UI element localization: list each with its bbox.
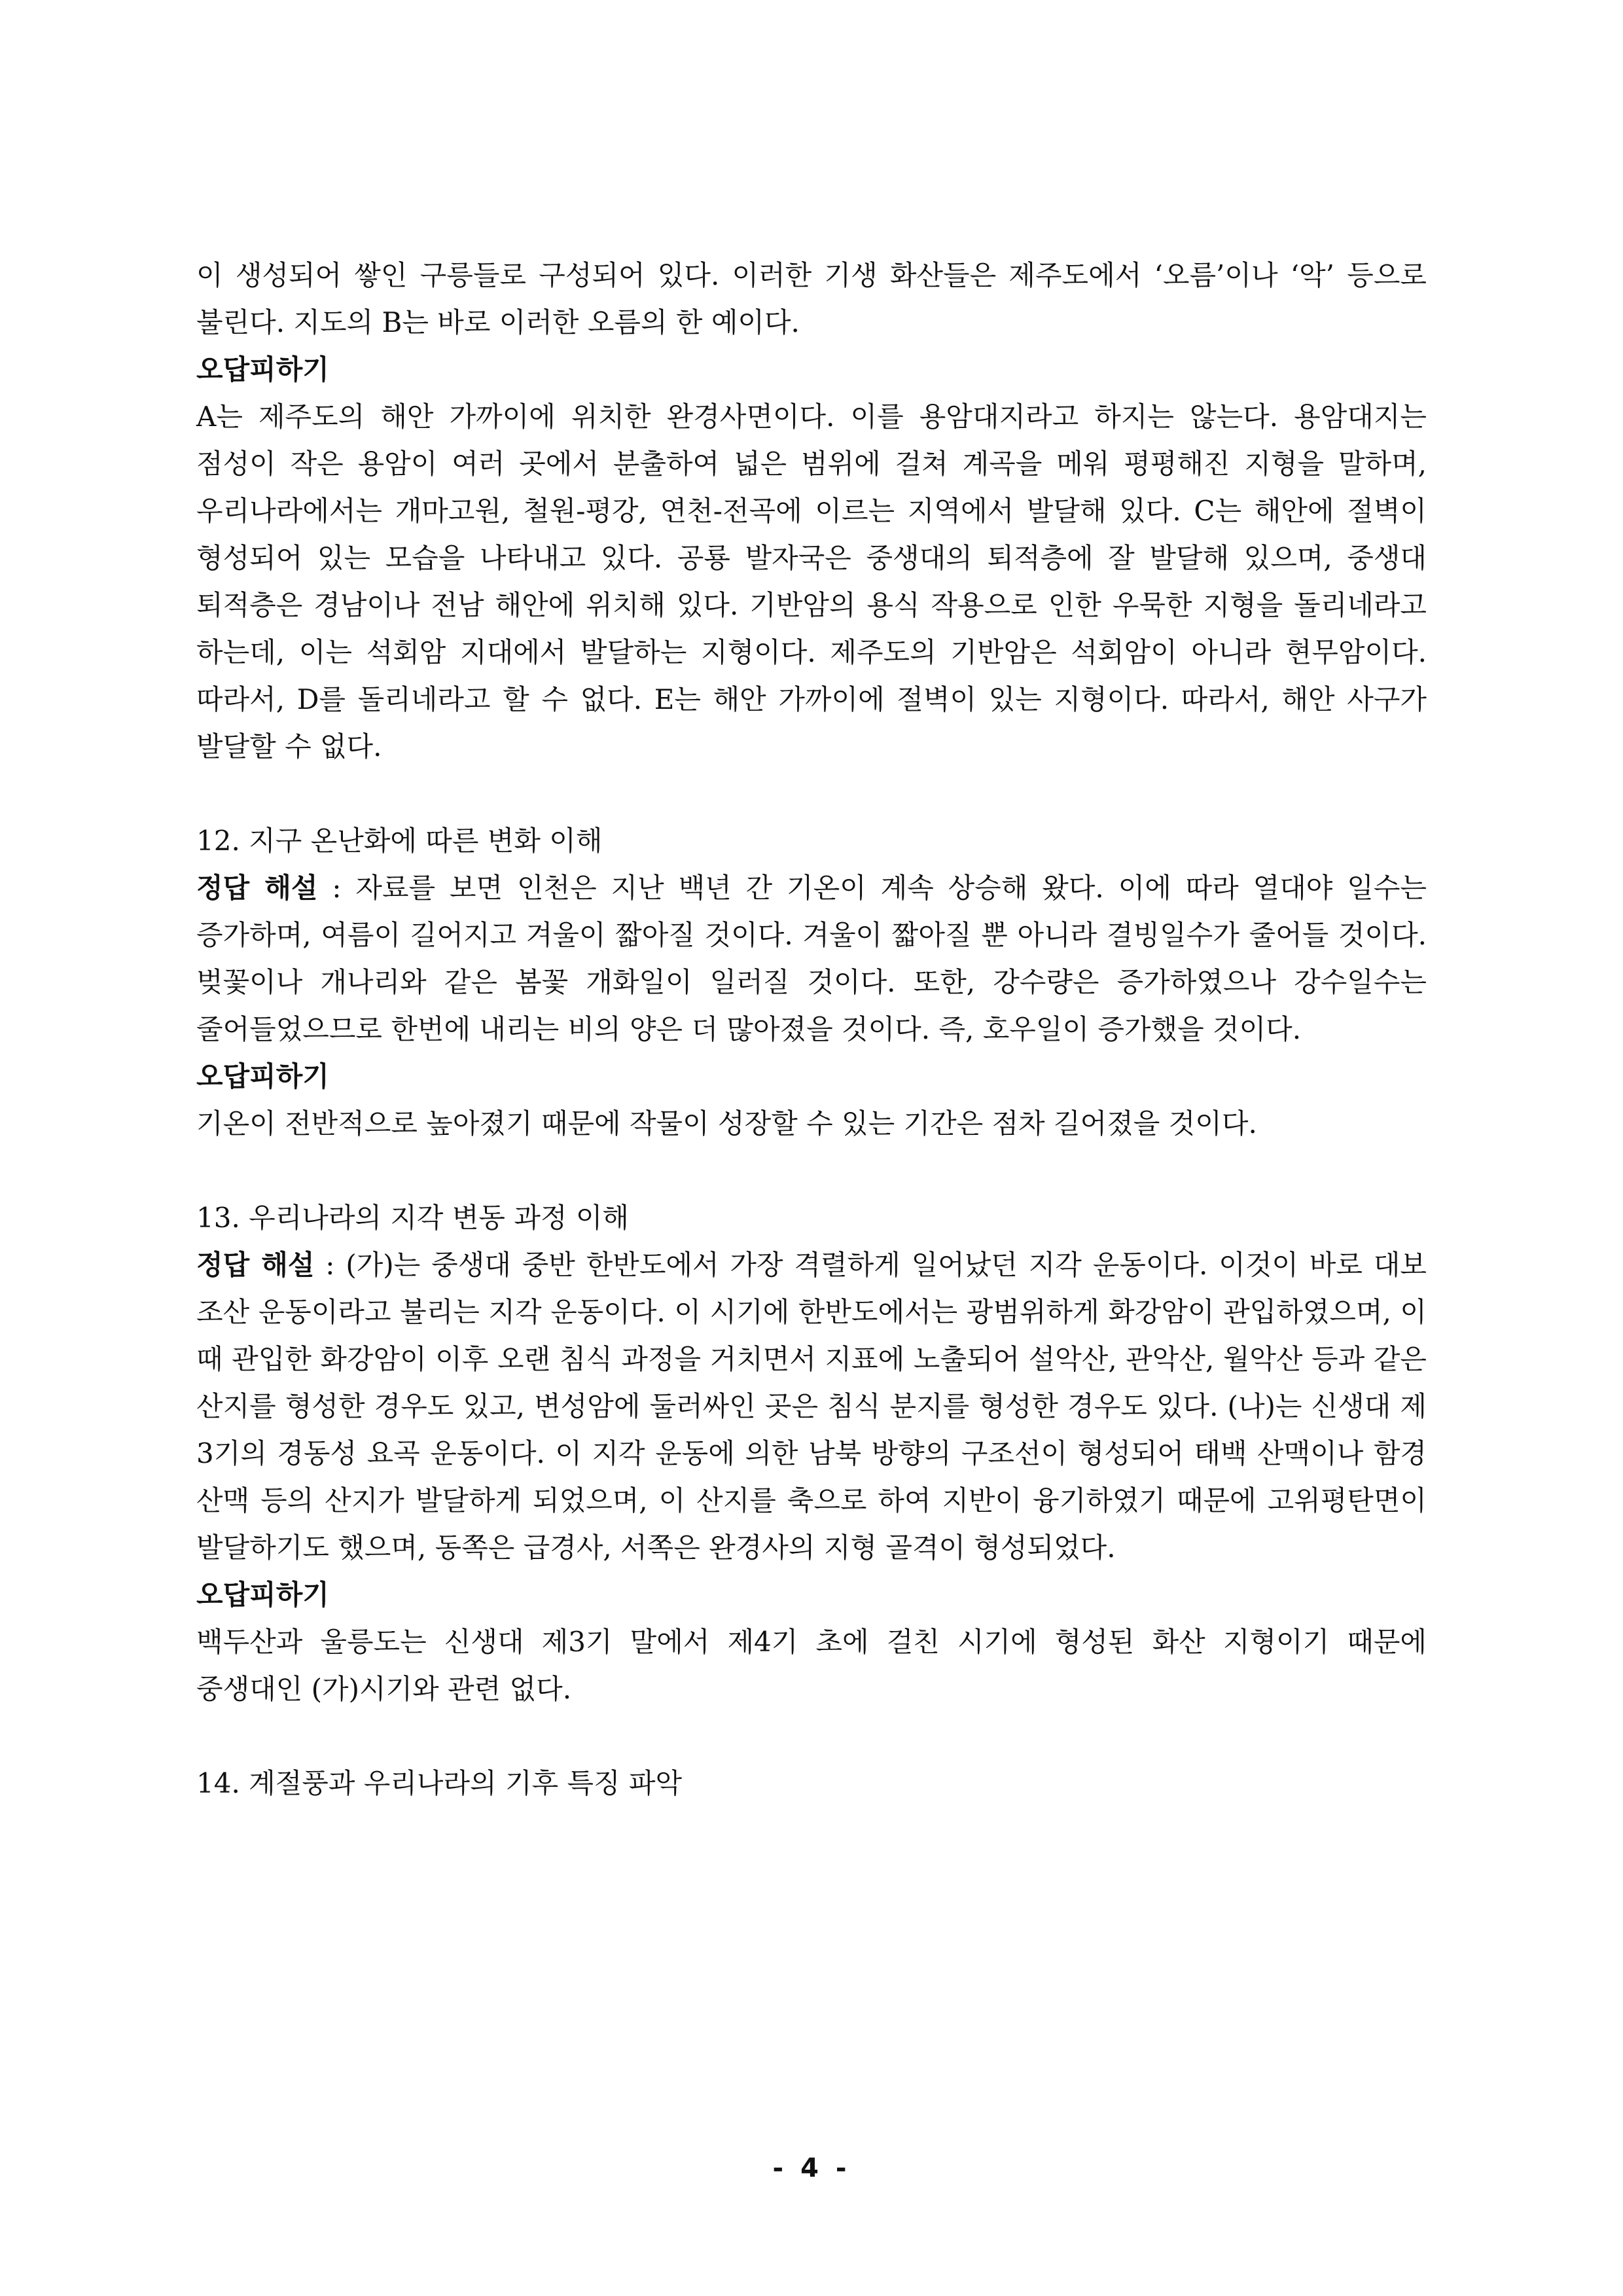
q12-heading: 12. 지구 온난화에 따른 변화 이해	[196, 825, 603, 857]
section-gap	[196, 770, 1427, 817]
q13-wrong-answer-label: 오답피하기	[196, 1579, 329, 1611]
intro-paragraph: 이 생성되어 쌓인 구릉들로 구성되어 있다. 이러한 기생 화산들은 제주도에서 ‘오름’이나 ‘악’ 등으로 불린다. 지도의 B는 바로 이러한 오름의 한 예이다.	[196, 259, 1427, 338]
q13-answer-paragraph	[196, 1242, 1427, 1571]
q13-answer-separator: :	[314, 1249, 346, 1281]
q12-wrong-answer-text: 기온이 전반적으로 높아졌기 때문에 작물이 성장할 수 있는 기간은 점차 길어졌을 것이다.	[196, 1107, 1257, 1139]
q14-heading: 14. 계절풍과 우리나라의 기후 특징 파악	[196, 1767, 683, 1799]
q11-wrong-answer-label: 오답피하기	[196, 353, 329, 386]
q12-answer-paragraph	[196, 865, 1427, 1053]
q12-answer-separator: :	[317, 872, 356, 904]
page-number: - 4 -	[772, 2153, 851, 2183]
document-body	[196, 252, 1427, 1807]
q12-wrong-answer-label: 오답피하기	[196, 1060, 329, 1092]
q13-answer-text: (가)는 중생대 중반 한반도에서 가장 격렬하게 일어났던 지각 운동이다. 이것이 바로 대보 조산 운동이라고 불리는 지각 운동이다. 이 시기에 한반도에서는 광범위하게 화강암이 관입하였으며, 이 때 관입한 화강암이 이후 오랜 침식 과정을 거치면서 지표에 노출되어 설악산, 관악산, 월악산 등과 같은 산지를 형성한 경우도 있고, 변성암에 둘러싸인 곳은 침식 분지를 형성한 경우도 있다. (나)는 신생대 제 3기의 경동성 요곡 운동이다. 이 지각 운동에 의한 남북 방향의 구조선이 형성되어 태백 산맥이나 함경 산맥 등의 산지가 발달하게 되었으며, 이 산지를 축으로 하여 지반이 융기하였기 때문에 고위평탄면이 발달하기도 했으며, 동쪽은 급경사, 서쪽은 완경사의 지형 골격이 형성되었다.	[196, 1249, 1427, 1564]
section-gap	[196, 1147, 1427, 1194]
q13-heading: 13. 우리나라의 지각 변동 과정 이해	[196, 1202, 629, 1234]
q13-wrong-answer-text: 백두산과 울릉도는 신생대 제3기 말에서 제4기 초에 걸친 시기에 형성된 화산 지형이기 때문에 중생대인 (가)시기와 관련 없다.	[196, 1626, 1427, 1705]
q11-wrong-answer-text: A는 제주도의 해안 가까이에 위치한 완경사면이다. 이를 용암대지라고 하지는 않는다. 용암대지는 점성이 작은 용암이 여러 곳에서 분출하여 넓은 범위에 걸쳐 계곡을 메워 평평해진 지형을 말하며, 우리나라에서는 개마고원, 철원-평강, 연천-전곡에 이르는 지역에서 발달해 있다. C는 해안에 절벽이 형성되어 있는 모습을 나타내고 있다. 공룡 발자국은 중생대의 퇴적층에 잘 발달해 있으며, 중생대 퇴적층은 경남이나 전남 해안에 위치해 있다. 기반암의 용식 작용으로 인한 우묵한 지형을 돌리네라고 하는데, 이는 석회암 지대에서 발달하는 지형이다. 제주도의 기반암은 석회암이 아니라 현무암이다. 따라서, D를 돌리네라고 할 수 없다. E는 해안 가까이에 절벽이 있는 지형이다. 따라서, 해안 사구가 발달할 수 없다.	[196, 401, 1427, 762]
section-gap	[196, 1713, 1427, 1760]
q12-answer-text: 자료를 보면 인천은 지난 백년 간 기온이 계속 상승해 왔다. 이에 따라 열대야 일수는 증가하며, 여름이 길어지고 겨울이 짧아질 것이다. 겨울이 짧아질 뿐 아니라 결빙일수가 줄어들 것이다. 벚꽃이나 개나리와 같은 봄꽃 개화일이 일러질 것이다. 또한, 강수량은 증가하였으나 강수일수는 줄어들었으므로 한번에 내리는 비의 양은 더 많아졌을 것이다. 즉, 호우일이 증가했을 것이다.	[196, 872, 1427, 1045]
q13-answer-label: 정답 해설	[196, 1249, 315, 1281]
q12-answer-label: 정답 해설	[196, 872, 318, 904]
